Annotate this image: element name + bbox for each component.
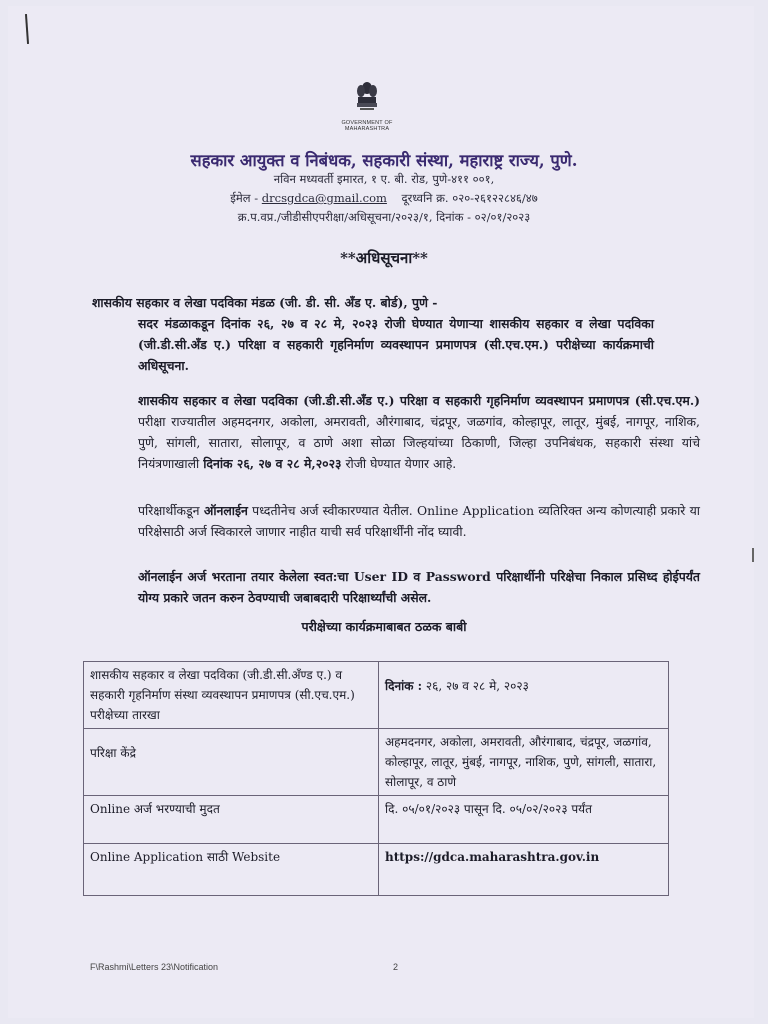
row-label: Online अर्ज भरण्याची मुदत <box>84 796 379 844</box>
table-row <box>84 844 669 896</box>
office-address: नविन मध्यवर्ती इमारत, १ ए. बी. रोड, पुणे-४११ ००१, <box>273 172 495 186</box>
exam-centres-paragraph <box>92 390 700 474</box>
exam-date-value: २६, २७ व २८ मे, २०२३ <box>422 679 529 693</box>
board-name-line: शासकीय सहकार व लेखा पदविका मंडळ (जी. डी. सी. अँड ए. बोर्ड), पुणे - <box>92 295 438 310</box>
emblem-caption: GOVERNMENT OF MAHARASHTRA <box>341 120 393 132</box>
intro-body: सदर मंडळाकडून दिनांक २६, २७ व २८ मे, २०२३ रोजी घेण्यात येणाऱ्या शासकीय सहकार व लेखा पदविका (जी.डी.सी.अँड ए.) परिक्षा व सहकारी गृहनिर्माण व्यवस्थापन प्रमाणपत्र (सी.एच.एम.) परीक्षेच्या कार्यक्रमाची अधिसूचना. <box>138 316 654 373</box>
para3-start: परिक्षार्थीकडून <box>138 503 204 518</box>
credentials-paragraph: ऑनलाईन अर्ज भरताना तयार केलेला स्वत:चा User ID व Password परिक्षार्थीनी परिक्षेचा निकाल प्रसिध्द होईपर्यंत योग्य प्रकारे जतन करुन ठेवण्याची जबाबदारी परिक्षार्थ्यांची असेल. <box>138 569 700 605</box>
schedule-heading: परीक्षेच्या कार्यक्रमाबाबत ठळक बाबी <box>301 619 467 634</box>
contact-line <box>0 191 768 206</box>
online-application-paragraph <box>92 500 700 542</box>
table-row <box>84 662 669 729</box>
exam-centres-value: अहमदनगर, अकोला, अमरावती, औरंगाबाद, चंद्रपूर, जळगांव, कोल्हापूर, लातूर, मुंबई, नागपूर, नाशिक, पुणे, सांगली, सातारा, सोलापूर, व ठाणे <box>379 729 669 796</box>
exam-name: शासकीय सहकार व लेखा पदविका (जी.डी.सी.अँड ए.) परिक्षा व सहकारी गृहनिर्माण व्यवस्थापन प्रमाणपत्र (सी.एच.एम.) <box>138 393 700 408</box>
row-value <box>379 662 669 729</box>
application-period-value: दि. ०५/०१/२०२३ पासून दि. ०५/०२/२०२३ पर्यंत <box>379 796 669 844</box>
intro-paragraph <box>92 292 654 376</box>
margin-mark <box>752 548 754 562</box>
notice-heading: **अधिसूचना** <box>340 249 428 267</box>
emblem <box>327 80 407 132</box>
table-row <box>84 796 669 844</box>
email-label: ईमेल - <box>230 191 259 205</box>
website-value <box>379 844 669 896</box>
reference-number: क्र.प.वप्र./जीडीसीएपरीक्षा/अधिसूचना/२०२३/१, दिनांक - ०२/०१/२०२३ <box>237 210 531 224</box>
table-row <box>84 729 669 796</box>
online-word: ऑनलाईन <box>203 503 248 518</box>
schedule-table <box>83 661 669 896</box>
website-link[interactable]: https://gdca.maharashtra.gov.in <box>385 850 600 864</box>
ashoka-emblem-icon <box>354 80 380 120</box>
paragraph-end: रोजी घेण्यात येणार आहे. <box>341 456 457 471</box>
date-label: दिनांक : <box>385 679 423 693</box>
centres-text: परीक्षा राज्यातील अहमदनगर, अकोला, अमरावती, औरंगाबाद, चंद्रपूर, जळगांव, कोल्हापूर, लातूर, मुंबई, नागपूर, नाशिक, पुणे, सांगली, सातारा, सोलापूर, व ठाणे अशा सोळा जिल्हयांच्या ठिकाणी, जिल्हा उपनिबंधक, सहकारी संस्था यांचे नियंत्रणाखाली <box>138 414 700 471</box>
file-path: F\Rashmi\Letters 23\Notification <box>90 962 219 972</box>
row-label: Online Application साठी Website <box>84 844 379 896</box>
phone-number: दूरध्वनि क्र. ०२०-२६१२२८४६/४७ <box>401 191 538 205</box>
page-number: 2 <box>393 962 399 972</box>
row-label: परिक्षा केंद्रे <box>84 729 379 796</box>
para3-end: पध्दतीनेच अर्ज स्वीकारण्यात येतील. Online Application व्यतिरिक्त अन्य कोणत्याही प्रकारे या परिक्षेसाठी अर्ज स्विकारले जाणार नाहीत याची सर्व परिक्षार्थींनी नोंद घ्यावी. <box>138 503 700 539</box>
exam-dates: दिनांक २६, २७ व २८ मे,२०२३ <box>203 456 342 471</box>
email-link[interactable]: drcsgdca@gmail.com <box>261 191 387 205</box>
row-label: शासकीय सहकार व लेखा पदविका (जी.डी.सी.अँण्ड ए.) व सहकारी गृहनिर्माण संस्था व्यवस्थापन प्रमाणपत्र (सी.एच.एम.) परीक्षेच्या तारखा <box>84 662 379 729</box>
office-title: सहकार आयुक्त व निबंधक, सहकारी संस्था, महाराष्ट्र राज्य, पुणे. <box>190 151 578 170</box>
